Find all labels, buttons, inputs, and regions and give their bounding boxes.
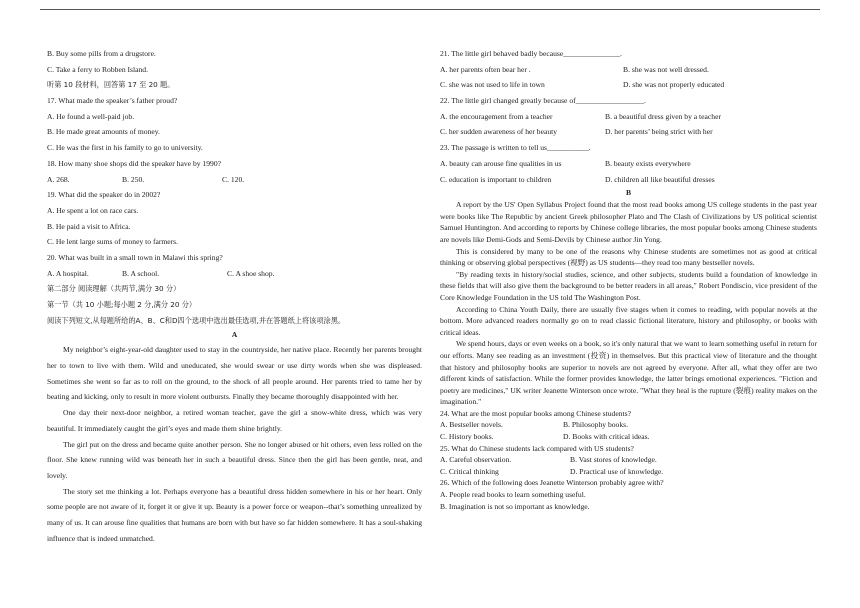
passage-b-label: B <box>625 188 632 198</box>
option-d: D. she was not properly educated <box>623 80 725 90</box>
question-22-options <box>440 109 817 125</box>
option-line: C. He lent large sums of money to farmers. <box>47 237 179 247</box>
question-24-options <box>440 419 817 431</box>
option-b: B. Vast stores of knowledge. <box>570 455 657 465</box>
question-26: 26. Which of the following does Jeanette Winterson probably agree with? <box>440 478 664 488</box>
question-24-options <box>440 431 817 443</box>
question-24: 24. What are the most popular books among Chinese students? <box>440 408 631 418</box>
option-line: B. He paid a visit to Africa. <box>47 221 131 231</box>
passage-b-paragraph: A report by the US' Open Syllabus Project found that the most read books among US college students in the past year were books like The Republic by ancient Greek philosopher Plato and The Clash of Civilizations by US political scientist Samuel Huntington. And according to reports by Chinese college libraries, the most popular books among Chinese students are novels like Demi-Gods and Semi-Devils by Chinese author Jin Yong. <box>440 200 817 244</box>
option-c: C. A shoe shop. <box>227 268 275 278</box>
right-column <box>440 46 817 512</box>
question-25-options <box>440 466 817 478</box>
question-23: 23. The passage is written to tell us___________. <box>440 143 591 153</box>
passage-b-paragraph: According to China Youth Daily, there are usually five stages when it comes to reading, with popular novels at the bottom. More advanced readers normally go on to read classic fictional literature, history and philosophy, or books with critical ideas. <box>440 304 817 337</box>
passage-a-paragraph: The story set me thinking a lot. Perhaps everyone has a beautiful dress hidden somewhere in his or her heart. Only some people are not aware of it, forget it or give it up. Beauty is a power force or weapon--that’s something unrealized by many of us. It can arouse fine qualities that humans are born with but have so far hidden somewhere. It has a soul-shaking influence that is indeed unmatched. <box>47 486 422 543</box>
text-line: B. Buy some pills from a drugstore. <box>47 49 156 58</box>
option-c: C. Critical thinking <box>440 466 499 476</box>
option-c: C. her sudden awareness of her beauty <box>440 127 558 137</box>
question-22-options <box>440 124 817 140</box>
option-b: B. A school. <box>122 268 160 278</box>
passage-b-paragraph: We spend hours, days or even weeks on a book, so it's only natural that we want to learn something useful in return for our efforts. Many see reading as an investment (投资) in themselves. But this practical view of literature and the thought that history and philosophy books are superior to novels are not agreed by everyone. After all, what they offer are two different kinds of satisfaction. While the former provides knowledge, the latter brings emotional experiences. "Fiction and poetry are medicines," UK writer Jeanette Winterson once wrote. "What they heal is the rupture (裂痕) reality makes on the imagination." <box>440 339 817 407</box>
question-18: 18. How many shoe shops did the speaker have by 1990? <box>47 158 221 168</box>
passage-a-paragraph: My neighbor’s eight-year-old daughter used to stay in the countryside, her native place. Recently her parents brought her to town to live with them. Wild and uneducated, she would swear or use dirty words when she was displeased. Sometimes she went so far as to roll on the ground, to the shock of all people around. Her parents tried to tame her by beating and kicking, only to result in more violent outbursts. Finally they became thoroughly disappointed with her. <box>47 345 422 402</box>
listening-instruction: 听第 10 段材料，回答第 17 至 20 题。 <box>47 80 175 90</box>
question-20-options <box>47 266 422 282</box>
reading-instruction: 阅读下列短文,从每题所给的A、B、C和D四个选项中选出最佳选项,并在答题纸上将该项涂黑。 <box>47 315 346 325</box>
option-a: A. beauty can arouse fine qualities in us <box>440 158 562 168</box>
option-a: A. her parents often bear her . <box>440 64 531 74</box>
option-a: A. Careful observation. <box>440 455 512 465</box>
option-b: B. Philosophy books. <box>563 420 628 430</box>
header-rule <box>40 9 820 10</box>
option-b: B. Imagination is not so important as knowledge. <box>440 501 590 511</box>
option-d: D. children all like beautiful dresses <box>605 174 715 184</box>
option-a: A. the encouragement from a teacher <box>440 111 553 121</box>
option-a: A. Bestseller novels. <box>440 420 503 430</box>
option-b: B. 250. <box>122 174 145 184</box>
passage-b-paragraph: This is considered by many to be one of the reasons why Chinese students are sometimes not as good at critical thinking or observing global perspectives (视野) as US students—they read too many bestseller novels. <box>440 246 817 268</box>
left-column <box>47 46 422 547</box>
question-25-options <box>440 454 817 466</box>
text-line: C. Take a ferry to Robben Island. <box>47 64 148 74</box>
option-b: B. she was not well dressed. <box>623 64 709 74</box>
question-22: 22. The little girl changed greatly because of__________________. <box>440 96 646 106</box>
question-17: 17. What made the speaker’s father proud? <box>47 96 178 106</box>
question-21: 21. The little girl behaved badly because_______________. <box>440 49 623 58</box>
option-a: A. People read books to learn something useful. <box>440 490 586 500</box>
question-20: 20. What was built in a small town in Malawi this spring? <box>47 252 223 262</box>
option-c: C. education is important to children <box>440 174 552 184</box>
option-a: A. 268. <box>47 174 70 184</box>
option-line: A. He spent a lot on race cars. <box>47 205 139 215</box>
option-line: C. He was the first in his family to go to university. <box>47 143 203 153</box>
option-line: A. He found a well-paid job. <box>47 111 135 121</box>
option-a: A. A hospital. <box>47 268 89 278</box>
option-c: C. History books. <box>440 432 494 442</box>
option-c: C. 120. <box>222 174 245 184</box>
question-23-options <box>440 172 817 188</box>
option-c: C. she was not used to life in town <box>440 80 545 90</box>
question-18-options <box>47 172 422 188</box>
option-line: B. He made great amounts of money. <box>47 127 160 137</box>
question-25: 25. What do Chinese students lack compared with US students? <box>440 443 634 453</box>
option-b: B. a beautiful dress given by a teacher <box>605 111 721 121</box>
part-two-heading: 第二部分 阅读理解（共两节,满分 30 分） <box>47 284 181 294</box>
option-d: D. her parents’ being strict with her <box>605 127 713 137</box>
passage-a-label: A <box>231 330 238 340</box>
question-21-options <box>440 62 817 78</box>
option-d: D. Books with critical ideas. <box>563 432 650 442</box>
passage-a-paragraph: One day their next-door neighbor, a retired woman teacher, gave the girl a snow-white dress, which was very beautiful. It immediately caught the girl’s eyes and made them shine brightly. <box>47 408 422 433</box>
question-23-options <box>440 156 817 172</box>
option-d: D. Practical use of knowledge. <box>570 466 664 476</box>
question-19: 19. What did the speaker do in 2002? <box>47 190 161 200</box>
option-b: B. beauty exists everywhere <box>605 158 691 168</box>
question-21-options <box>440 77 817 93</box>
passage-a-paragraph: The girl put on the dress and became quite another person. She no longer abused or hit others, even less rolled on the floor. She knew running wild was beneath her in such a beautiful dress. Since then the girl has been gentle, neat, and lovely. <box>47 439 422 480</box>
passage-b-paragraph: "By reading texts in history/social studies, science, and other subjects, students build a foundation of knowledge in these fields that will also give them the background to be better readers in all areas," Robert Pondiscio, vice president of the Core Knowledge Foundation in the US told The Washington Post. <box>440 269 817 302</box>
section-one-heading: 第一节（共 10 小题;每小题 2 分,满分 20 分） <box>47 300 197 309</box>
